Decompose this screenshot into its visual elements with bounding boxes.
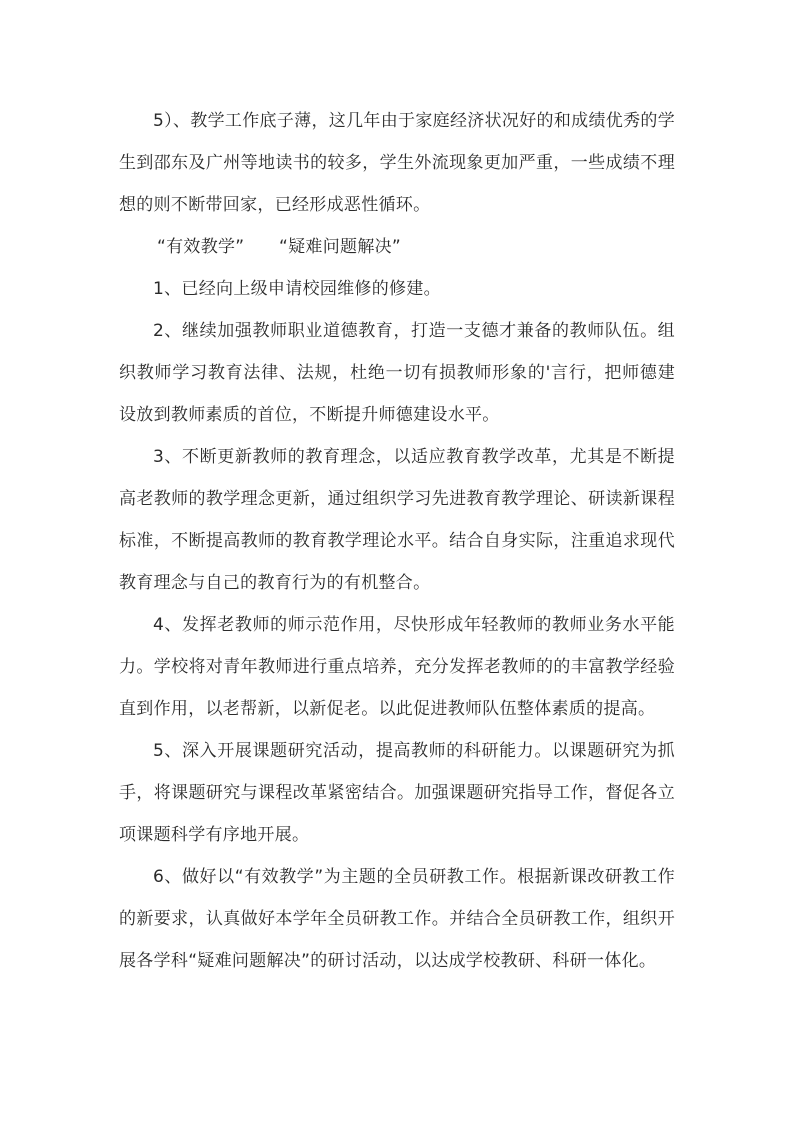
paragraph-2-teacher-ethics: 2、继续加强教师职业道德教育，打造一支德才兼备的教师队伍。组织教师学习教育法律、法规，杜绝一切有损教师形象的'言行，把师德建设放到教师素质的首位，不断提升师德建设水平。 <box>119 321 675 425</box>
paragraph-6-effective-teaching: 6、做好以“有效教学”为主题的全员研教工作。根据新课改研教工作的新要求，认真做好本学年全员研教工作。并结合全员研教工作，组织开展各学科“疑难问题解决”的研讨活动，以达成学校教研、科研一体化。 <box>119 867 675 971</box>
paragraph-1-campus-repair: 1、已经向上级申请校园维修的修建。 <box>153 279 441 299</box>
paragraph-4-mentoring: 4、发挥老教师的师示范作用，尽快形成年轻教师的教师业务水平能力。学校将对青年教师进行重点培养，充分发挥老教师的的丰富教学经验直到作用，以老帮新，以新促老。以此促进教师队伍整体素质的提高。 <box>119 615 675 719</box>
paragraph-5-teaching-foundation: 5）、教学工作底子薄，这几年由于家庭经济状况好的和成绩优秀的学生到邵东及广州等地读书的较多，学生外流现象更加严重，一些成绩不理想的则不断带回家，已经形成恶性循环。 <box>119 111 675 215</box>
paragraph-5-research-topics: 5、深入开展课题研究活动，提高教师的科研能力。以课题研究为抓手，将课题研究与课程改革紧密结合。加强课题研究指导工作，督促各立项课题科学有序地开展。 <box>119 741 675 845</box>
document-body <box>119 100 675 982</box>
paragraph-3-education-concepts: 3、不断更新教师的教育理念，以适应教育教学改革，尤其是不断提高老教师的教学理念更新，通过组织学习先进教育教学理论、研读新课程标准，不断提高教师的教育教学理论水平。结合自身实际，注重追求现代教育理念与自己的教育行为的有机整合。 <box>119 447 675 593</box>
topic-heading-line: “有效教学” “疑难问题解决” <box>157 237 402 257</box>
